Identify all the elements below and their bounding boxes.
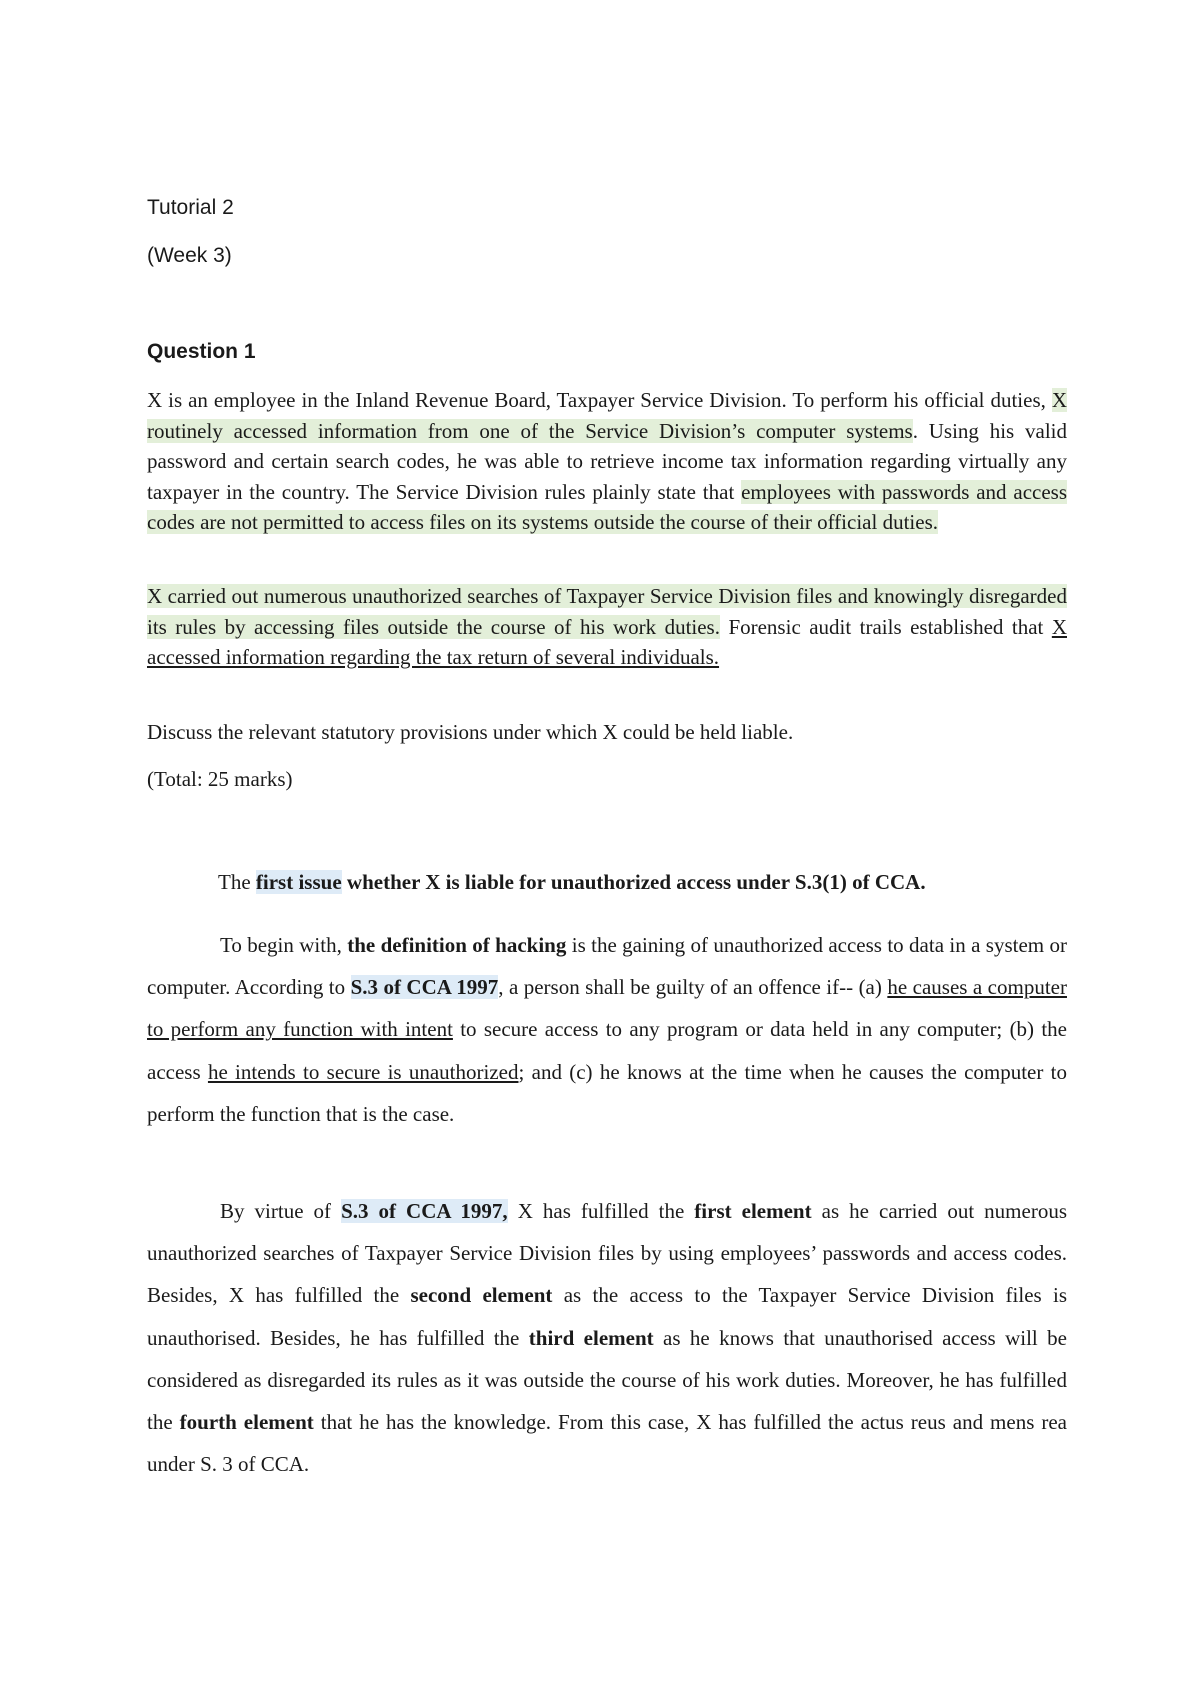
bold-text: the definition of hacking (347, 933, 567, 957)
text-segment: whether X is liable for unauthorized access under S.3(1) of CCA. (341, 870, 926, 894)
text-segment: By virtue of (220, 1199, 342, 1223)
question-paragraph-1 (147, 385, 1067, 538)
text-segment: The (218, 870, 256, 894)
text-segment: Forensic audit trails established that (719, 614, 1052, 639)
bold-text: fourth element (179, 1410, 314, 1435)
text-segment: to secure access to any program or data held in any computer; (b) the access (147, 1017, 1068, 1084)
highlighted-bold-text: S.3 of CCA 1997, (341, 1199, 508, 1223)
highlighted-text: X routinely accessed information from one of the Service Division’s computer systems (147, 388, 1067, 443)
text-segment: as he knows that unauthorised access will be considered as disregarded its rules as it was outside the course of his work duties. Moreover, he has fulfilled the (147, 1325, 1067, 1435)
text-segment: as the access to the Taxpayer Service Division files is unauthorised. Besides, he has fulfilled the (147, 1283, 1067, 1350)
text-segment: . Using his valid password and certain search codes, he was able to retrieve income tax information regarding virtually any taxpayer in the country. The Service Division rules plainly state that (147, 418, 1067, 504)
highlighted-text: employees with passwords and access codes are not permitted to access files on its systems outside the course of their official duties. (147, 479, 1067, 534)
underlined-text: he causes a computer to perform any function with intent (147, 975, 1067, 1042)
tutorial-week: (Week 3) (147, 244, 232, 267)
question-heading: Question 1 (147, 340, 256, 363)
text-segment: as he carried out numerous unauthorized searches of Taxpayer Service Division files by using employees’ passwords and access codes. Besides, X has fulfilled the (147, 1199, 1068, 1308)
answer-paragraph-1 (147, 924, 1067, 1135)
answer-issue-heading (218, 870, 1078, 895)
question-paragraph-2 (147, 581, 1067, 673)
bold-text: second element (410, 1283, 553, 1308)
highlighted-bold-text: S.3 of CCA 1997 (350, 975, 499, 1000)
text-segment: that he has the knowledge. From this case, X has fulfilled the actus reus and mens rea under S. 3 of CCA. (147, 1410, 1068, 1477)
answer-paragraph-2 (147, 1190, 1067, 1485)
text-segment: is the gaining of unauthorized access to data in a system or computer. According to (147, 933, 1067, 1000)
highlighted-text: first issue (255, 870, 342, 894)
tutorial-title: Tutorial 2 (147, 196, 234, 219)
highlighted-text: X carried out numerous unauthorized searches of Taxpayer Service Division files and knowingly disregarded its rules by accessing files outside the course of his work duties. (147, 584, 1067, 639)
question-instruction: Discuss the relevant statutory provisions under which X could be held liable. (147, 720, 794, 744)
bold-text: first element (694, 1199, 812, 1223)
question-total-marks: (Total: 25 marks) (147, 767, 293, 791)
text-segment: ; and (c) he knows at the time when he causes the computer to perform the function that is the case. (147, 1059, 1068, 1126)
text-segment: , a person shall be guilty of an offence if-- (a) (498, 975, 888, 1000)
bold-text: third element (528, 1325, 654, 1350)
text-segment: To begin with, (220, 933, 348, 957)
text-segment: X is an employee in the Inland Revenue Board, Taxpayer Service Division. To perform his official duties, (147, 388, 1052, 412)
text-segment: X has fulfilled the (507, 1199, 695, 1223)
underlined-text: X accessed information regarding the tax return of several individuals. (147, 614, 1067, 669)
underlined-text: he intends to secure is unauthorized (207, 1059, 519, 1084)
